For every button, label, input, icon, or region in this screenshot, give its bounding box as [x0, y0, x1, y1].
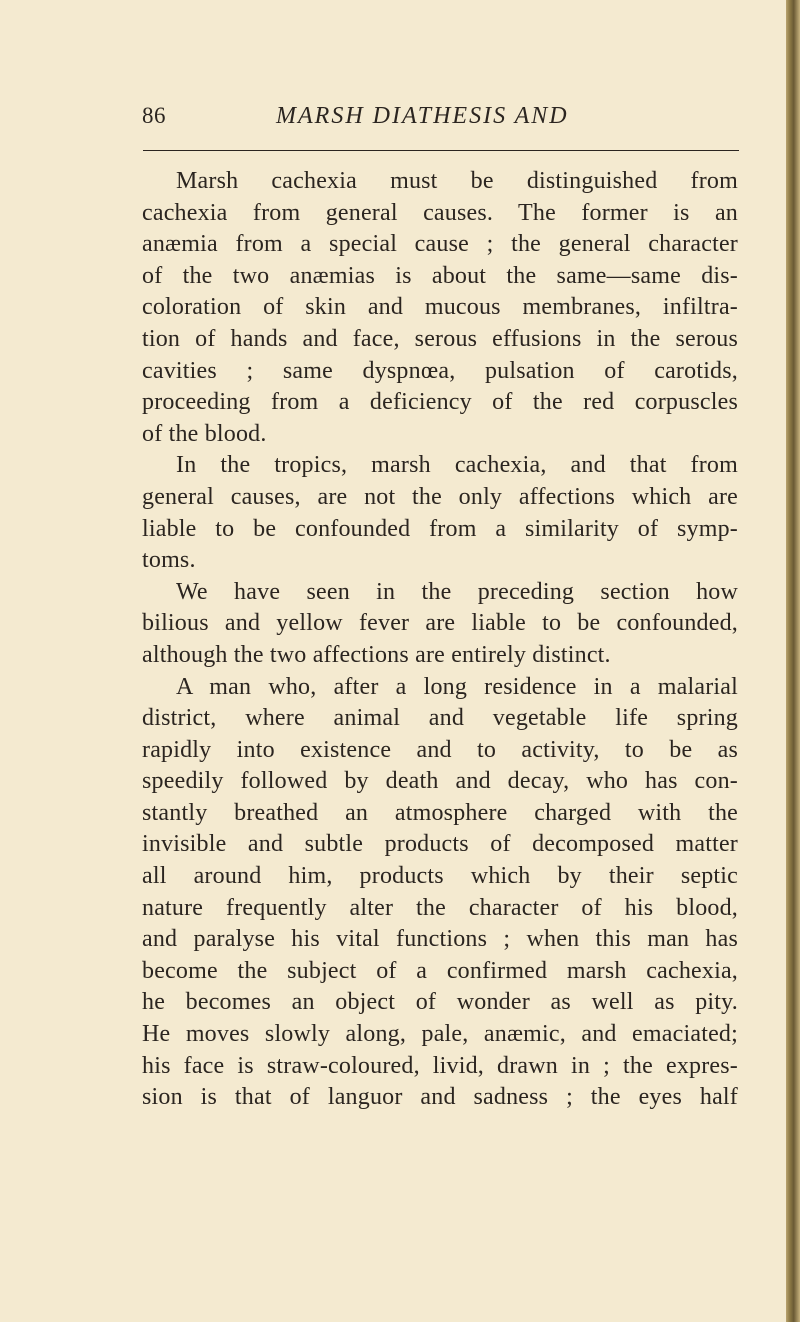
text-line: all around him, products which by their septic [142, 863, 738, 890]
text-line: cavities ; same dyspnœa, pulsation of carotids, [142, 357, 738, 384]
text-line: cachexia from general causes. The former is an [142, 199, 738, 226]
text-line: rapidly into existence and to activity, to be as [142, 736, 738, 763]
text-line: stantly breathed an atmosphere charged with the [142, 799, 738, 826]
text-line: tion of hands and face, serous effusions in the serous [142, 325, 738, 352]
text-line: Marsh cachexia must be distinguished from [176, 168, 738, 194]
body-text [142, 166, 738, 1114]
text-line: In the tropics, marsh cachexia, and that from [176, 452, 738, 479]
running-head: MARSH DIATHESIS AND [276, 103, 569, 129]
text-line: coloration of skin and mucous membranes, infiltra- [142, 294, 738, 321]
text-line: he becomes an object of wonder as well as pity. [142, 989, 738, 1016]
text-line: A man who, after a long residence in a malarial [176, 673, 738, 700]
text-line: his face is straw-coloured, livid, drawn in ; the expres- [142, 1052, 738, 1079]
text-line: We have seen in the preceding section how [176, 578, 738, 605]
text-line: general causes, are not the only affections which are [142, 483, 738, 510]
text-line: liable to be confounded from a similarity of symp- [142, 515, 738, 542]
text-line: He moves slowly along, pale, anæmic, and emaciated; [142, 1021, 738, 1048]
text-line: and paralyse his vital functions ; when this man has [142, 926, 738, 953]
text-line: sion is that of languor and sadness ; the eyes half [142, 1084, 738, 1111]
text-line: district, where animal and vegetable life spring [142, 705, 738, 732]
page-edge-shadow [786, 0, 800, 1322]
text-line: proceeding from a deficiency of the red corpuscles [142, 389, 738, 416]
text-line: bilious and yellow fever are liable to be confounded, [142, 610, 738, 637]
text-line: of the two anæmias is about the same—same dis- [142, 262, 738, 289]
page-header [142, 103, 742, 135]
text-line: anæmia from a special cause ; the general character [142, 231, 738, 258]
text-line: nature frequently alter the character of his blood, [142, 894, 738, 921]
text-line: become the subject of a confirmed marsh cachexia, [142, 957, 738, 984]
text-line: speedily followed by death and decay, who has con- [142, 768, 738, 795]
text-line: toms. [142, 547, 196, 574]
text-line: invisible and subtle products of decomposed matter [142, 831, 738, 858]
header-rule [143, 150, 739, 151]
page-number: 86 [142, 103, 166, 128]
text-line: of the blood. [142, 420, 267, 447]
text-line: although the two affections are entirely distinct. [142, 641, 611, 668]
